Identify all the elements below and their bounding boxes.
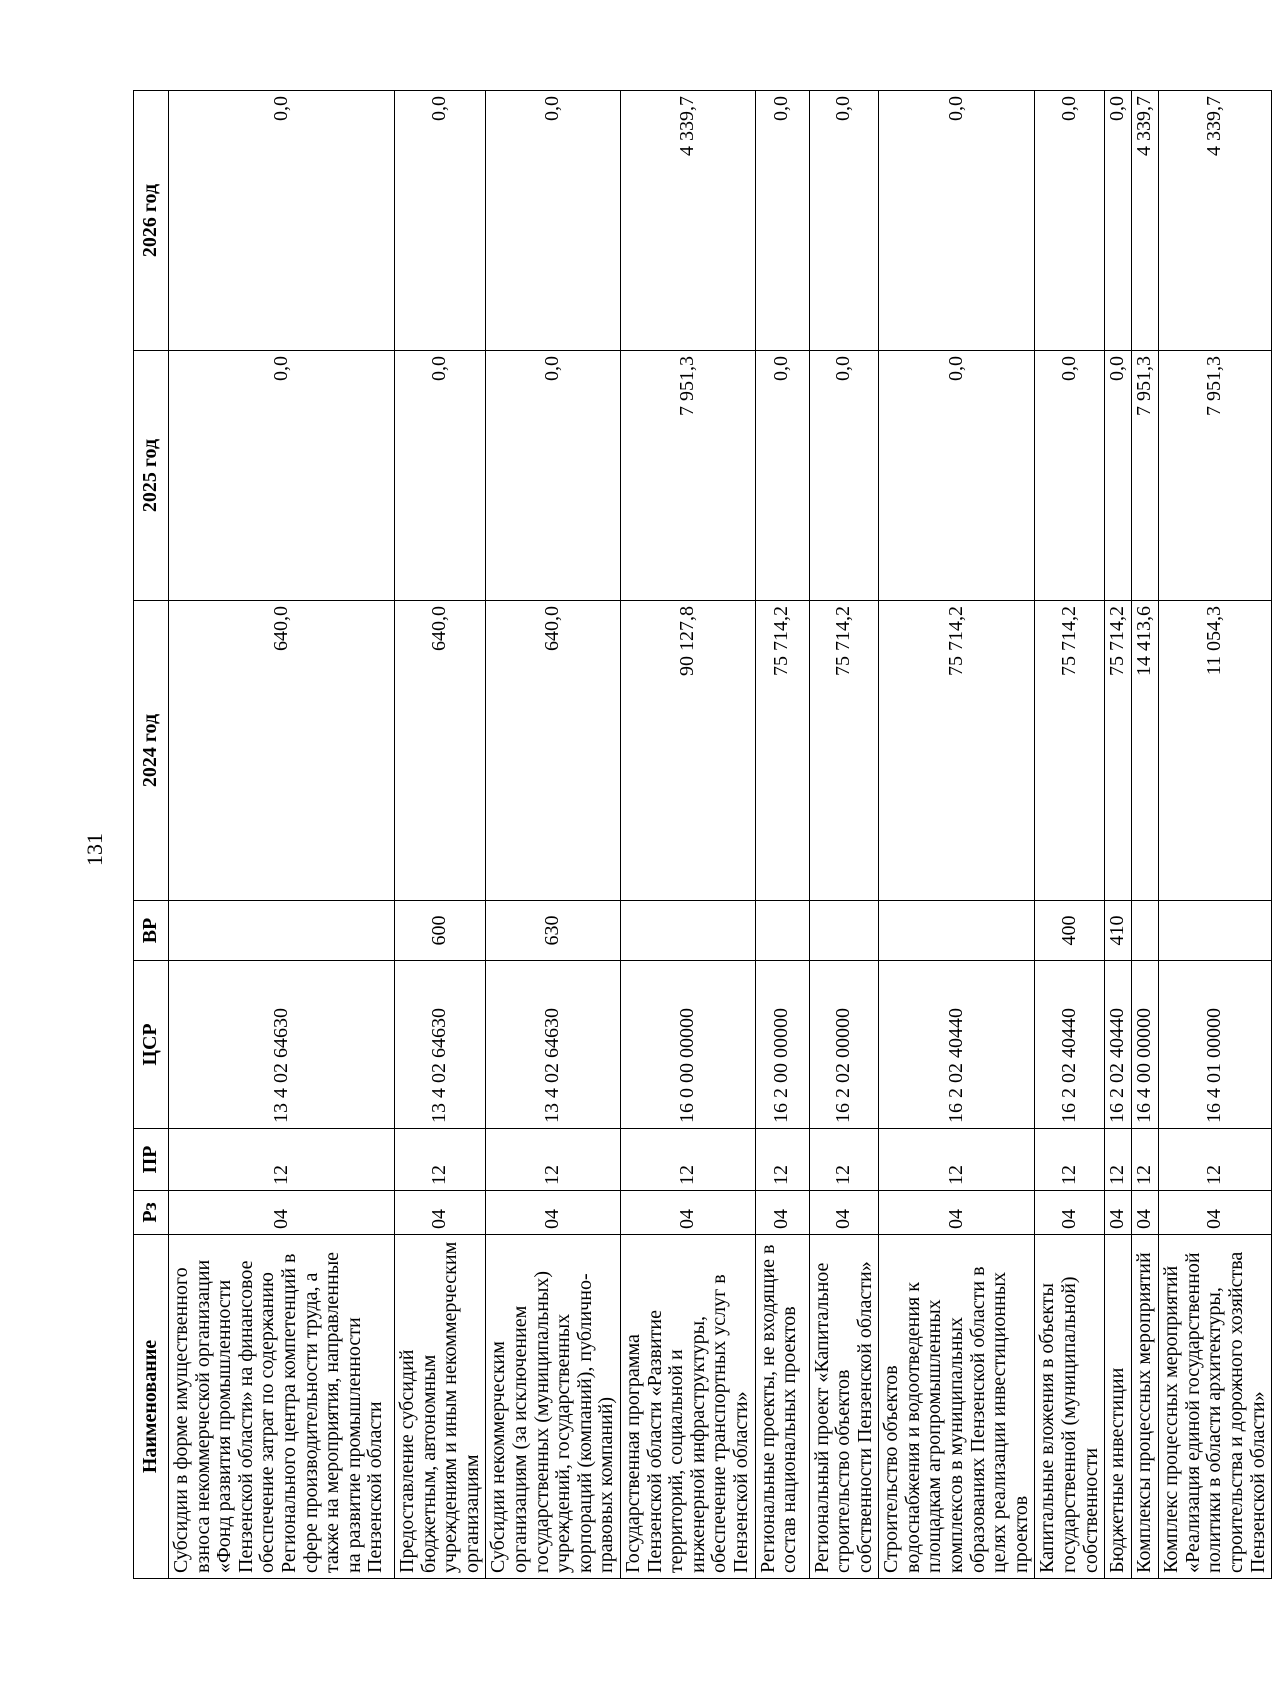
- row-csr: 16 4 00 00000: [1132, 961, 1159, 1129]
- row-rz: 04: [395, 1191, 486, 1235]
- row-vr: [755, 901, 809, 961]
- row-vr: [1159, 901, 1272, 961]
- row-pr: 12: [809, 1129, 879, 1191]
- row-csr: 13 4 02 64630: [395, 961, 486, 1129]
- row-rz: 04: [879, 1191, 1035, 1235]
- row-2026: 0,0: [1035, 91, 1105, 351]
- row-name: Субсидии некоммерческим организациям (за исключением государственных (муниципальных) учреждений, государственных корпораций (компаний), публично-правовых компаний): [486, 1235, 621, 1579]
- table-row: [1105, 91, 1132, 1579]
- table-row: [169, 91, 395, 1579]
- row-rz: 04: [1035, 1191, 1105, 1235]
- header-pr: ПР: [134, 1129, 169, 1191]
- table-header-row: [134, 91, 169, 1579]
- row-name: Капитальные вложения в объекты государственной (муниципальной) собственности: [1035, 1235, 1105, 1579]
- row-rz: 04: [169, 1191, 395, 1235]
- budget-table: [133, 90, 1272, 1579]
- row-2026: 4 339,7: [620, 91, 755, 351]
- row-2024: 90 127,8: [620, 601, 755, 901]
- row-2025: 0,0: [486, 351, 621, 601]
- row-vr: [879, 901, 1035, 961]
- row-rz: 04: [1159, 1191, 1272, 1235]
- row-pr: 12: [1035, 1129, 1105, 1191]
- row-2024: 75 714,2: [809, 601, 879, 901]
- row-2025: 0,0: [1035, 351, 1105, 601]
- table-row: [1132, 91, 1159, 1579]
- row-2024: 75 714,2: [879, 601, 1035, 901]
- row-2025: 0,0: [879, 351, 1035, 601]
- row-2026: 0,0: [755, 91, 809, 351]
- page-number: 131: [82, 833, 107, 866]
- header-csr: ЦСР: [134, 961, 169, 1129]
- row-2026: 0,0: [809, 91, 879, 351]
- row-name: Государственная программа Пензенской области «Развитие территорий, социальной и инженерной инфраструктуры, обеспечение транспортных услуг в Пензенской области»: [620, 1235, 755, 1579]
- row-2024: 75 714,2: [755, 601, 809, 901]
- table-row: [395, 91, 486, 1579]
- row-csr: 16 2 02 40440: [879, 961, 1035, 1129]
- row-2026: 0,0: [879, 91, 1035, 351]
- table-row: [1159, 91, 1272, 1579]
- row-pr: 12: [1132, 1129, 1159, 1191]
- row-2026: 0,0: [395, 91, 486, 351]
- row-csr: 16 0 00 00000: [620, 961, 755, 1129]
- row-name: Региональные проекты, не входящие в состав национальных проектов: [755, 1235, 809, 1579]
- table-row: [1035, 91, 1105, 1579]
- row-pr: 12: [1105, 1129, 1132, 1191]
- row-csr: 16 2 00 00000: [755, 961, 809, 1129]
- row-csr: 16 4 01 00000: [1159, 961, 1272, 1129]
- row-vr: [809, 901, 879, 961]
- row-2025: 0,0: [1105, 351, 1132, 601]
- rotated-table-wrapper: [133, 91, 1269, 1579]
- row-2024: 75 714,2: [1035, 601, 1105, 901]
- row-csr: 13 4 02 64630: [169, 961, 395, 1129]
- row-2025: 0,0: [169, 351, 395, 601]
- row-pr: 12: [620, 1129, 755, 1191]
- row-2025: 0,0: [809, 351, 879, 601]
- table-row: [879, 91, 1035, 1579]
- table-row: [620, 91, 755, 1579]
- row-name: Комплексы процессных мероприятий: [1132, 1235, 1159, 1579]
- row-pr: 12: [486, 1129, 621, 1191]
- row-2026: 4 339,7: [1159, 91, 1272, 351]
- row-csr: 13 4 02 64630: [486, 961, 621, 1129]
- row-csr: 16 2 02 00000: [809, 961, 879, 1129]
- table-row: [809, 91, 879, 1579]
- row-vr: [169, 901, 395, 961]
- row-pr: 12: [395, 1129, 486, 1191]
- row-vr: 410: [1105, 901, 1132, 961]
- row-2026: 0,0: [169, 91, 395, 351]
- row-2024: 75 714,2: [1105, 601, 1132, 901]
- row-rz: 04: [1105, 1191, 1132, 1235]
- header-vr: ВР: [134, 901, 169, 961]
- row-2024: 11 054,3: [1159, 601, 1272, 901]
- row-csr: 16 2 02 40440: [1105, 961, 1132, 1129]
- row-2024: 14 413,6: [1132, 601, 1159, 901]
- row-name: Региональный проект «Капитальное строительство объектов собственности Пензенской области»: [809, 1235, 879, 1579]
- row-name: Субсидии в форме имущественного взноса некоммерческой организации «Фонд развития промышленности Пензенской области» на финансовое обеспечение затрат по содержанию Регионального центра компетенций в сфере производительности труда, а также на мероприятия, направленные на развитие промышленности Пензенской области: [169, 1235, 395, 1579]
- row-2025: 0,0: [755, 351, 809, 601]
- header-2024: 2024 год: [134, 601, 169, 901]
- row-2025: 7 951,3: [1159, 351, 1272, 601]
- row-pr: 12: [1159, 1129, 1272, 1191]
- row-rz: 04: [1132, 1191, 1159, 1235]
- row-vr: [1132, 901, 1159, 961]
- header-name: Наименование: [134, 1235, 169, 1579]
- row-csr: 16 2 02 40440: [1035, 961, 1105, 1129]
- row-rz: 04: [486, 1191, 621, 1235]
- row-name: Бюджетные инвестиции: [1105, 1235, 1132, 1579]
- row-2024: 640,0: [395, 601, 486, 901]
- row-pr: 12: [755, 1129, 809, 1191]
- row-2024: 640,0: [169, 601, 395, 901]
- table-row: [755, 91, 809, 1579]
- header-2025: 2025 год: [134, 351, 169, 601]
- row-2026: 4 339,7: [1132, 91, 1159, 351]
- row-pr: 12: [879, 1129, 1035, 1191]
- row-pr: 12: [169, 1129, 395, 1191]
- row-vr: 400: [1035, 901, 1105, 961]
- header-2026: 2026 год: [134, 91, 169, 351]
- row-vr: [620, 901, 755, 961]
- header-rz: Рз: [134, 1191, 169, 1235]
- row-name: Строительство объектов водоснабжения и водоотведения к площадкам агропромышленных комплексов в муниципальных образованиях Пензенской области в целях реализации инвестиционных проектов: [879, 1235, 1035, 1579]
- row-2026: 0,0: [1105, 91, 1132, 351]
- row-rz: 04: [809, 1191, 879, 1235]
- row-2024: 640,0: [486, 601, 621, 901]
- row-name: Комплекс процессных мероприятий «Реализация единой государственной политики в области архитектуры, строительства и дорожного хозяйства Пензенской области»: [1159, 1235, 1272, 1579]
- row-vr: 600: [395, 901, 486, 961]
- row-vr: 630: [486, 901, 621, 961]
- row-name: Предоставление субсидий бюджетным, автономным учреждениям и иным некоммерческим организациям: [395, 1235, 486, 1579]
- row-2026: 0,0: [486, 91, 621, 351]
- row-2025: 7 951,3: [1132, 351, 1159, 601]
- row-2025: 0,0: [395, 351, 486, 601]
- row-rz: 04: [620, 1191, 755, 1235]
- row-2025: 7 951,3: [620, 351, 755, 601]
- row-rz: 04: [755, 1191, 809, 1235]
- table-row: [486, 91, 621, 1579]
